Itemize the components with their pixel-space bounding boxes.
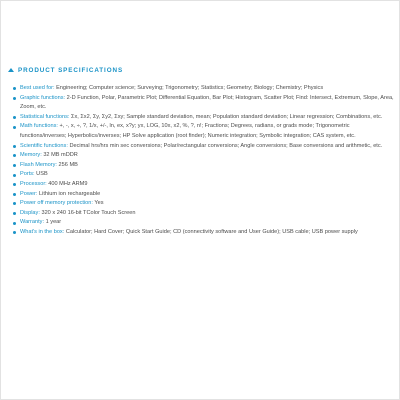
spec-value: Σx, Σx2, Σy, Σy2, Σxy; Sample standard deviation, mean; Population standard deviation; Linear regression; Combinations, etc.	[69, 113, 383, 120]
spec-label: Warranty:	[20, 219, 45, 226]
list-item	[4, 113, 396, 123]
list-item	[4, 190, 396, 200]
spec-label: Processor:	[20, 180, 47, 187]
spec-label: Display:	[20, 209, 40, 216]
spec-list	[4, 84, 396, 238]
spec-label: Power off memory protection:	[20, 200, 93, 207]
bullet-dot-icon	[13, 222, 16, 225]
bullet-dot-icon	[13, 212, 16, 215]
list-item	[4, 199, 396, 209]
list-item	[4, 94, 396, 113]
bullet-dot-icon	[13, 231, 16, 234]
list-item	[4, 180, 396, 190]
spec-value: +, -, x, ÷, ?, 1/x, +/-, ln, ex, x?y; yx, LOG, 10x, x2, %, ?, n!; Fractions; Degrees, radians, or grads mode; Trigonometric functions/inverses; Hyperbolics/inverses; HP Solve application (root finder); Numeric integration; Symbolic integration; CAS system, etc.	[20, 123, 356, 139]
spec-value: Decimal hrs/hrs min sec conversions; Polar/rectangular conversions; Angle conversions; Base conversions and arithmetic, etc.	[67, 142, 383, 149]
list-item	[4, 122, 396, 141]
spec-label: Flash Memory:	[20, 161, 57, 168]
bullet-dot-icon	[13, 116, 16, 119]
list-item	[4, 228, 396, 238]
product-specifications-panel	[4, 60, 396, 238]
spec-label: Best used for:	[20, 85, 55, 91]
spec-label: Memory:	[20, 152, 42, 159]
spec-value: 32 MB mDDR	[41, 152, 78, 159]
bullet-dot-icon	[13, 193, 16, 196]
caret-up-icon[interactable]	[8, 68, 14, 72]
spec-value: Yes	[92, 200, 104, 207]
list-item	[4, 84, 396, 94]
spec-value: USB	[34, 171, 48, 178]
spec-label: Statistical functions:	[20, 113, 70, 120]
spec-label: Ports:	[20, 171, 35, 178]
bullet-dot-icon	[13, 97, 16, 100]
list-item	[4, 218, 396, 228]
spec-label: What's in the box:	[20, 228, 65, 235]
list-item	[4, 161, 396, 171]
section-header-toggle[interactable]	[8, 60, 396, 80]
spec-label: Scientific functions:	[20, 142, 68, 149]
list-item	[4, 151, 396, 161]
bullet-dot-icon	[13, 183, 16, 186]
bullet-dot-icon	[13, 174, 16, 177]
spec-value: Engineering; Computer science; Surveying; Trigonometry; Statistics; Geometry; Biology; Chemistry; Physics	[54, 85, 324, 91]
spec-value: Calculator; Hard Cover; Quick Start Guide; CD (connectivity software and User Guide); USB cable; USB power supply	[64, 228, 358, 235]
bullet-dot-icon	[13, 154, 16, 157]
spec-value: 2-D Function, Polar, Parametric Plot; Differential Equation, Bar Plot; Histogram, Scatter Plot; Find: Intersect, Extremum, Slope, Area, Zoom, etc.	[20, 94, 394, 111]
bullet-dot-icon	[13, 145, 16, 148]
spec-value: 320 x 240 16-bit TColor Touch Screen	[39, 209, 136, 216]
spec-label: Math functions:	[20, 123, 58, 130]
list-item	[4, 142, 396, 152]
spec-label: Graphic functions:	[20, 94, 66, 101]
spec-value: 400 MHz ARM9	[46, 180, 88, 187]
bullet-dot-icon	[13, 164, 16, 167]
bullet-dot-icon	[13, 126, 16, 129]
bullet-dot-icon	[13, 87, 16, 90]
section-title: PRODUCT SPECIFICATIONS	[18, 66, 124, 74]
spec-value: 1 year	[44, 219, 62, 226]
spec-value: 256 MB	[57, 161, 78, 168]
list-item	[4, 209, 396, 219]
spec-value: Lithium ion rechargeable	[37, 190, 101, 197]
list-item	[4, 170, 396, 180]
bullet-dot-icon	[13, 202, 16, 205]
spec-label: Power:	[20, 190, 38, 197]
